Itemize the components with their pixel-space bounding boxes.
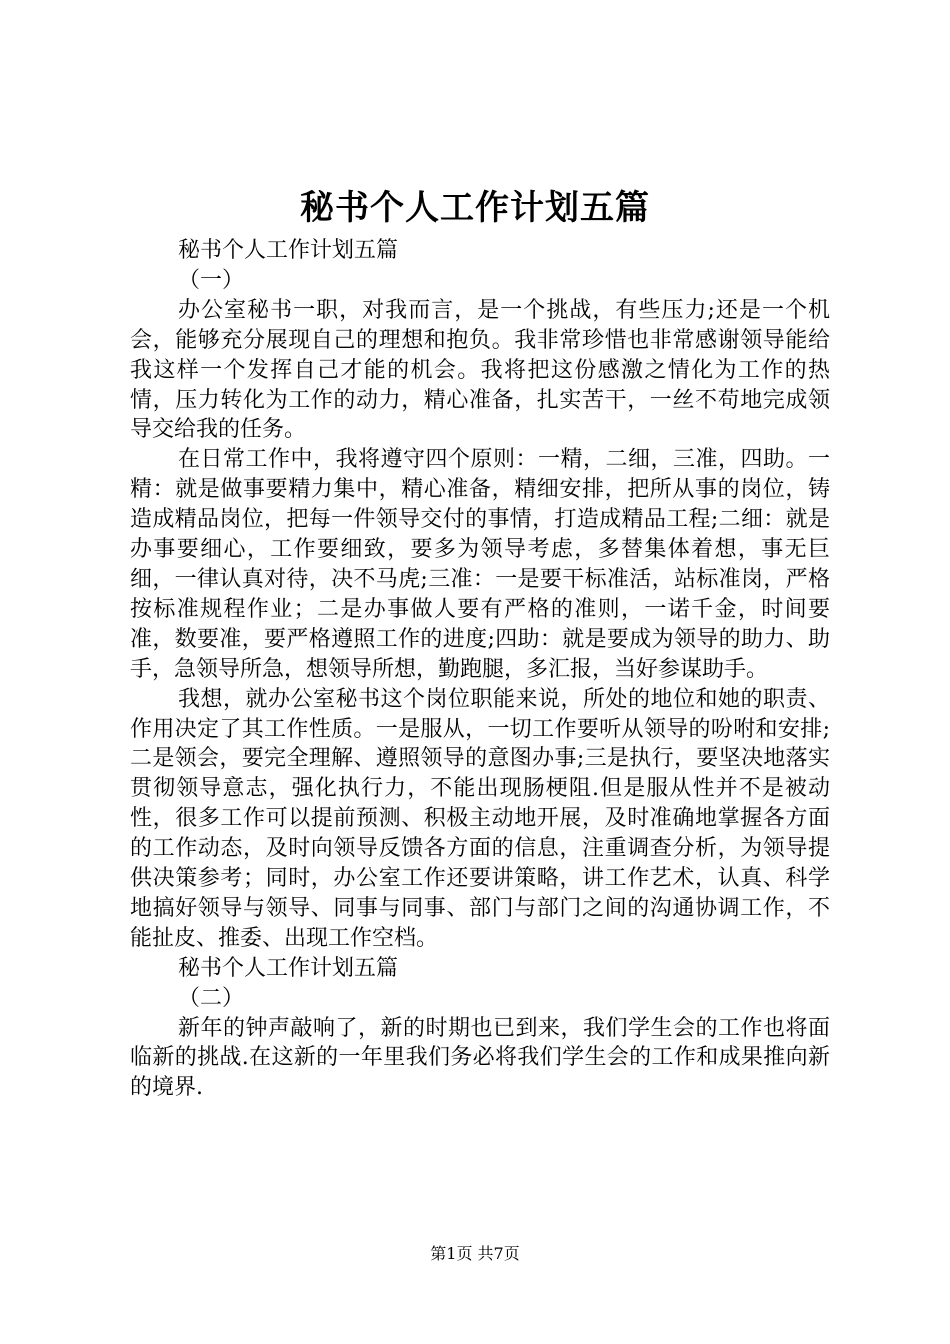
section-number: （二） <box>178 985 245 1011</box>
paragraph: 新年的钟声敲响了，新的时期也已到来，我们学生会的工作也将面临新的挑战.在这新的一年里我们务必将我们学生会的工作和成果推向新的境界. <box>130 1015 830 1101</box>
paragraph: 在日常工作中，我将遵守四个原则：一精，二细，三准，四助。一精：就是做事要精力集中，精心准备，精细安排，把所从事的岗位，铸造成精品岗位，把每一件领导交付的事情，打造成精品工程;二细：就是办事要细心，工作要细致，要多为领导考虑，多替集体着想，事无巨细，一律认真对待，决不马虎;三准：一是要干标准活，站标准岗，严格按标准规程作业；二是办事做人要有严格的准则，一诺千金，时间要准，数要准，要严格遵照工作的进度;四助：就是要成为领导的助力、助手，急领导所急，想领导所想，勤跑腿，多汇报，当好参谋助手。 <box>130 447 830 682</box>
section-heading: 秘书个人工作计划五篇 <box>178 238 399 263</box>
document-title: 秘书个人工作计划五篇 <box>300 188 650 228</box>
section-heading: 秘书个人工作计划五篇 <box>178 955 399 981</box>
page-footer: 第1页 共7页 <box>430 1244 520 1263</box>
document-body <box>130 236 830 1103</box>
section-number: （一） <box>178 267 245 293</box>
paragraph: 我想，就办公室秘书这个岗位职能来说，所处的地位和她的职责、作用决定了其工作性质。一是服从，一切工作要听从领导的吩咐和安排;二是领会，要完全理解、遵照领导的意图办事;三是执行，要坚决地落实贯彻领导意志，强化执行力，不能出现肠梗阻.但是服从性并不是被动性，很多工作可以提前预测、积极主动地开展，及时准确地掌握各方面的工作动态，及时向领导反馈各方面的信息，注重调查分析，为领导提供决策参考；同时，办公室工作还要讲策略，讲工作艺术，认真、科学地搞好领导与领导、同事与同事、部门与部门之间的沟通协调工作，不能扯皮、推委、出现工作空档。 <box>130 686 830 951</box>
paragraph: 办公室秘书一职，对我而言，是一个挑战，有些压力;还是一个机会，能够充分展现自己的理想和抱负。我非常珍惜也非常感谢领导能给我这样一个发挥自己才能的机会。我将把这份感激之情化为工作的热情，压力转化为工作的动力，精心准备，扎实苦干，一丝不苟地完成领导交给我的任务。 <box>130 297 830 443</box>
